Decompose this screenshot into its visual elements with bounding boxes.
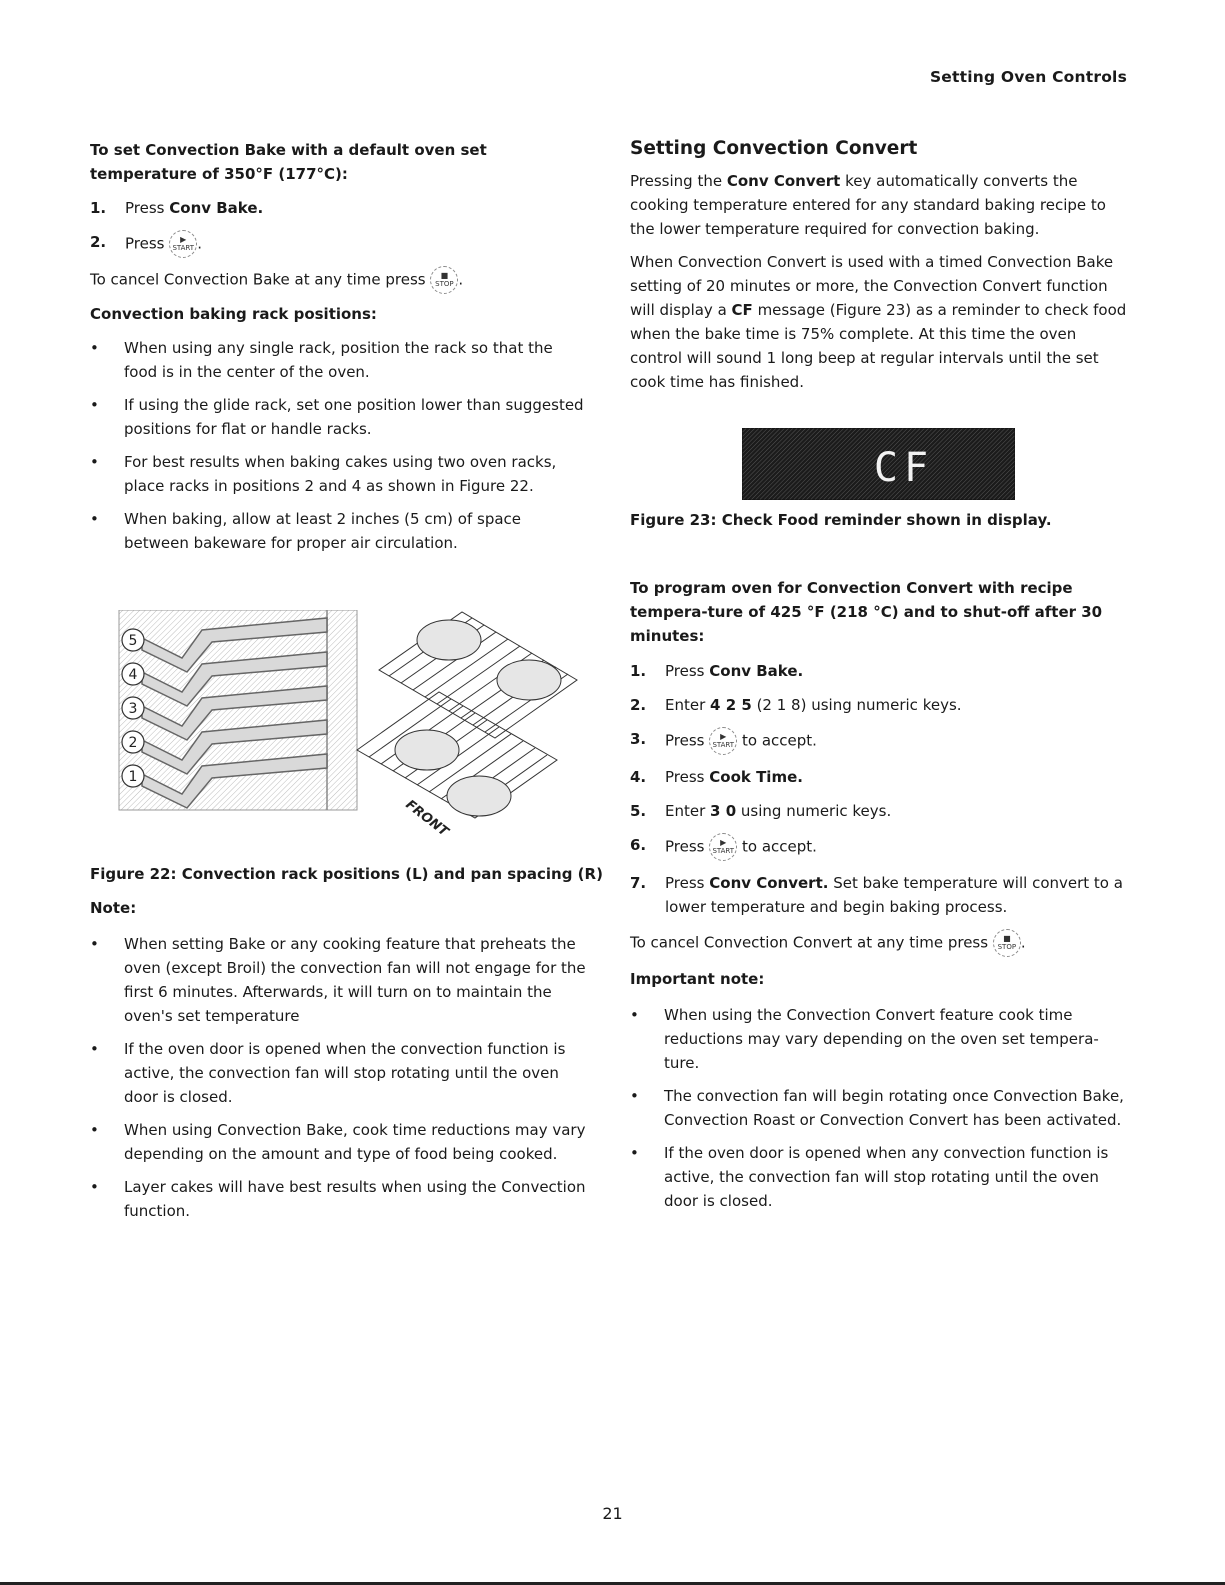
cancel-convection-convert: To cancel Convection Convert at any time press ■ STOP . — [630, 929, 1130, 957]
rack-label: 5 — [128, 633, 138, 649]
note-bullet: • If the oven door is opened when the convection function is active, the convection fan will stop rotating until the oven door is closed. — [90, 1037, 590, 1109]
start-key-icon: ▶ START — [169, 230, 197, 258]
convert-paragraph-2: When Convection Convert is used with a timed Convection Bake setting of 20 minutes or more, the Convection Convert function will display a CF message (Figure 23) as a reminder to check food when the bake time is 75% complete. At this time the oven control will sound 1 long beep at regular intervals until the set cook time has finished. — [630, 253, 1127, 391]
important-bullet: • The convection fan will begin rotating once Convection Bake, Convection Roast or Convection Convert has been activated. — [630, 1084, 1130, 1132]
step-text: Press — [125, 234, 170, 253]
convection-convert-title: Setting Convection Convert — [630, 138, 918, 159]
page-number: 21 — [602, 1504, 623, 1523]
rack-bullet: • When using any single rack, position the rack so that the food is in the center of the oven. — [90, 336, 590, 384]
rack-label: 3 — [128, 701, 138, 717]
stop-key-icon: ■ STOP — [993, 929, 1021, 957]
cake-pan — [497, 660, 561, 700]
important-bullet: • If the oven door is opened when any convection function is active, the convection fan will stop rotating until the oven door is closed. — [630, 1141, 1130, 1213]
step-number: 2. — [90, 233, 107, 251]
rack-label: 1 — [128, 769, 138, 785]
cake-pan — [417, 620, 481, 660]
rack-label: 2 — [128, 735, 138, 751]
start-key-icon: ▶ START — [709, 833, 737, 861]
program-step-5: 5. Enter 3 0 using numeric keys. — [630, 802, 892, 820]
program-step-2: 2. Enter 4 2 5 (2 1 8) using numeric keys. — [630, 696, 962, 714]
program-section — [630, 576, 1130, 1213]
rack-bullet: • If using the glide rack, set one position lower than suggested positions for flat or handle racks. — [90, 393, 590, 441]
note-bullet: • When setting Bake or any cooking feature that preheats the oven (except Broil) the convection fan will not engage for the first 6 minutes. Afterwards, it will turn on to maintain the oven's set temperature — [90, 932, 590, 1028]
program-step-3: 3. Press ▶ START to accept. — [630, 727, 1130, 755]
cake-pan — [395, 730, 459, 770]
figure-23-caption: Figure 23: Check Food reminder shown in display. — [630, 511, 1052, 529]
front-label: FRONT — [402, 797, 451, 840]
note-section — [90, 896, 590, 1223]
left-column — [90, 138, 590, 555]
step-after: . — [197, 234, 203, 253]
cancel-convection-bake: To cancel Convection Bake at any time press ■ STOP . — [90, 266, 590, 294]
rack-diagram — [117, 610, 587, 840]
note-heading: Note: — [90, 899, 137, 917]
step-1 — [90, 196, 590, 220]
stop-key-icon: ■ STOP — [430, 266, 458, 294]
figure-23 — [742, 428, 1015, 500]
step-bold: Conv Bake. — [169, 199, 264, 217]
program-step-6: 6. Press ▶ START to accept. — [630, 833, 1130, 861]
convert-paragraph-1: Pressing the Conv Convert key automatically converts the cooking temperature entered for any standard baking recipe to the lower temperature required for convection baking. — [630, 172, 1106, 238]
figure-22-caption: Figure 22: Convection rack positions (L) and pan spacing (R) — [90, 865, 603, 883]
program-step-1: 1. Press Conv Bake. — [630, 662, 804, 680]
right-column — [630, 138, 1130, 394]
rack-positions-heading: Convection baking rack positions: — [90, 305, 377, 323]
important-note-heading: Important note: — [630, 970, 765, 988]
cf-message: CF — [873, 445, 935, 491]
program-step-7: 7. Press Conv Convert. Set bake temperature will convert to a lower temperature and begin baking process. — [630, 874, 1123, 916]
important-bullet: • When using the Convection Convert feature cook time reductions may vary depending on the oven set tempera-ture. — [630, 1003, 1130, 1075]
rack-label: 4 — [128, 667, 138, 683]
step-2 — [90, 230, 590, 258]
note-bullet: • Layer cakes will have best results when using the Convection function. — [90, 1175, 590, 1223]
cf-display — [742, 428, 1015, 500]
cake-pan — [447, 776, 511, 816]
intro-heading: To set Convection Bake with a default oven set temperature of 350°F (177°C): — [90, 141, 487, 183]
start-key-icon: ▶ START — [709, 727, 737, 755]
step-text: Press — [125, 199, 170, 217]
figure-22 — [117, 610, 587, 840]
program-heading: To program oven for Convection Convert with recipe tempera-ture of 425 °F (218 °C) and to shut-off after 30 minutes: — [630, 579, 1103, 645]
rack-bullet: • For best results when baking cakes using two oven racks, place racks in positions 2 and 4 as shown in Figure 22. — [90, 450, 590, 498]
program-step-4: 4. Press Cook Time. — [630, 768, 803, 786]
note-bullet: • When using Convection Bake, cook time reductions may vary depending on the amount and type of food being cooked. — [90, 1118, 590, 1166]
step-number: 1. — [90, 199, 107, 217]
section-title: Setting Oven Controls — [929, 68, 1127, 86]
rack-bullet: • When baking, allow at least 2 inches (5 cm) of space between bakeware for proper air circulation. — [90, 507, 590, 555]
